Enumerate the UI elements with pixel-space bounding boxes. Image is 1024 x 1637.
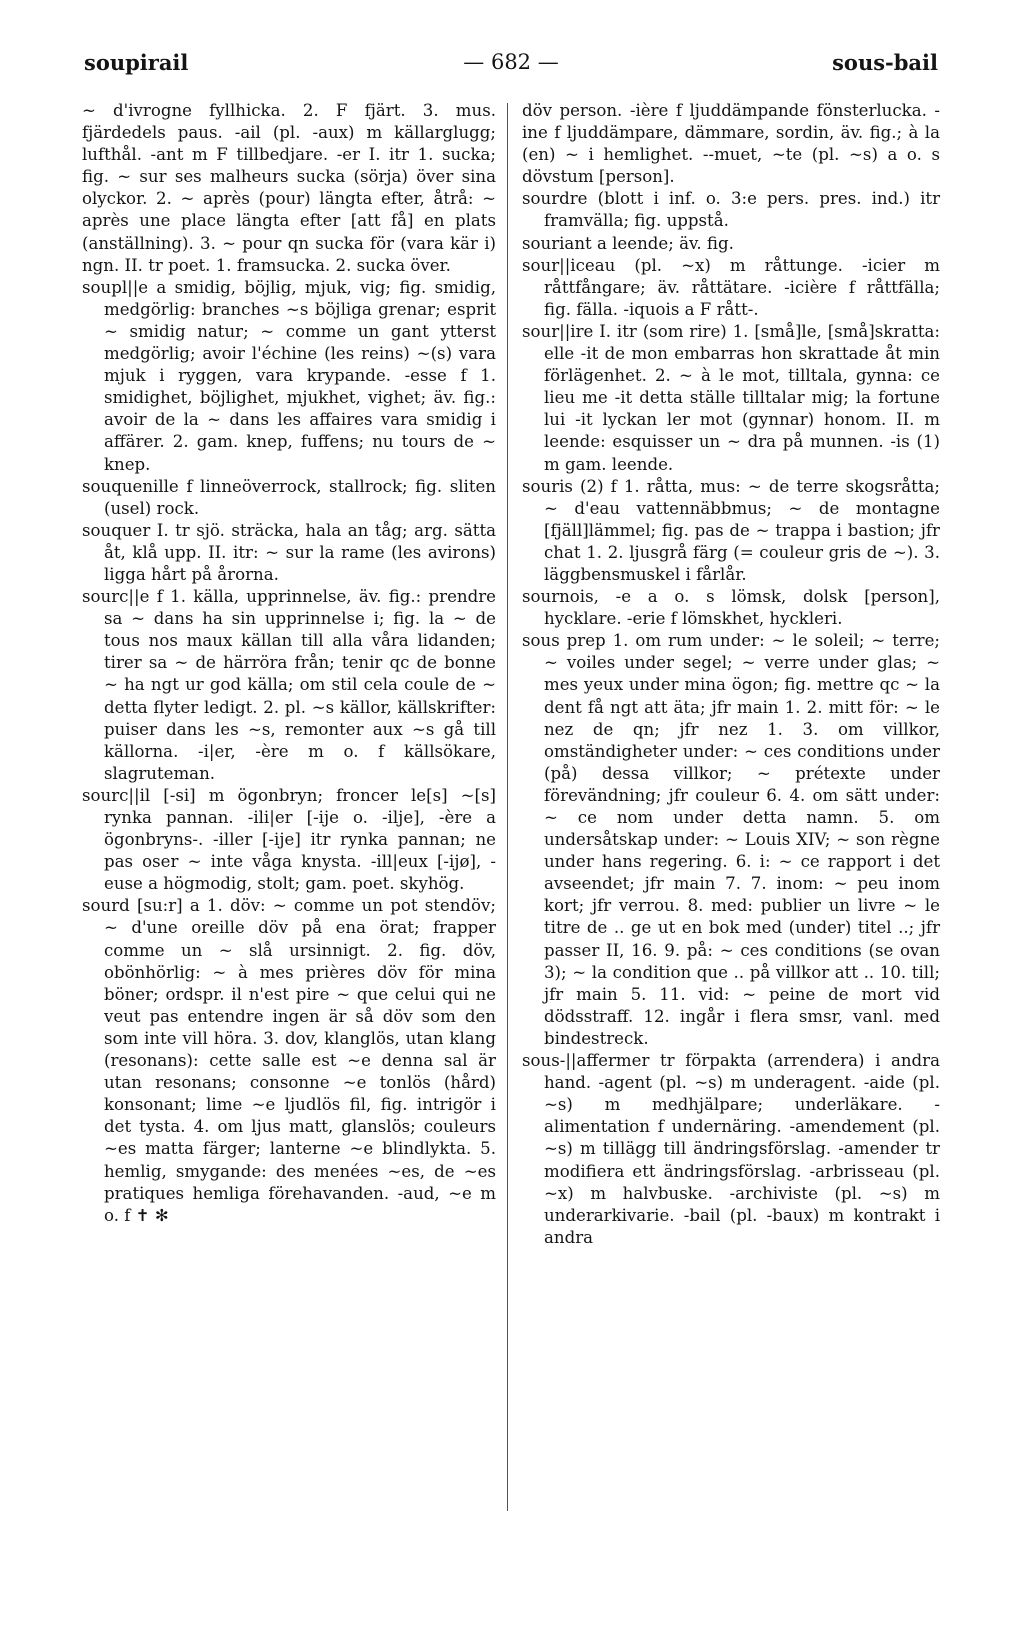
dictionary-entry: souriant a leende; äv. fig. (522, 233, 734, 253)
dictionary-entry: souquenille f linneöverrock, stallrock; fig. sliten (usel) rock. (82, 476, 496, 518)
dictionary-entry: souris (2) f 1. råtta, mus: ~ de terre skogsråtta; ~ d'eau vattennäbbmus; ~ de montagne [fjäll]lämmel; fig. pas de ~ trappa i bastion; jfr chat 1. 2. ljusgrå färg (= couleur gris de ~). 3. läggbensmuskel i fårlår. (522, 476, 940, 584)
dictionary-entry: sous-||affermer tr förpakta (arrendera) i andra hand. -agent (pl. ~s) m underagent. -aide (pl. ~s) m medhjälpare; underläkare. -alimentation f undernäring. -amendement (pl. ~s) m tillägg till ändringsförslag. -amender tr modifiera ett ändringsförslag. -arbrisseau (pl. ~x) m halvbuske. -archiviste (pl. ~s) m underarkivarie. -bail (pl. -baux) m kontrakt i andra (522, 1051, 940, 1247)
left-column (82, 100, 496, 1227)
dictionary-entry: ~ d'ivrogne fyllhicka. 2. F fjärt. 3. mus. fjärdedels paus. -ail (pl. -aux) m källarglugg; lufthål. -ant m F tillbedjare. -er I. itr 1. sucka; fig. ~ sur ses malheurs sucka (sörja) över sina olyckor. 2. ~ après (pour) längta efter, åtrå: ~ après une place längta efter [att få] en plats (anställning). 3. ~ pour qn sucka för (vara kär i) ngn. II. tr poet. 1. framsucka. 2. sucka över. (82, 101, 496, 275)
dictionary-entry: sournois, -e a o. s lömsk, dolsk [person], hycklare. -erie f lömskhet, hyckleri. (522, 587, 940, 629)
dictionary-entry: souquer I. tr sjö. sträcka, hala an tåg; arg. sätta åt, klå upp. II. itr: ~ sur la rame (les avirons) ligga hårt på årorna. (82, 520, 496, 584)
dictionary-entry: sourc||e f 1. källa, upprinnelse, äv. fig.: prendre sa ~ dans ha sin upprinnelse i; fig. la ~ de tous nos maux källan till alla våra lidanden; tirer sa ~ de härröra från; tenir qc de bonne ~ ha ngt ur god källa; om stil cela coule de ~ detta flyter ledigt. 2. pl. ~s källor, källskrifter: puiser dans les ~s, remonter aux ~s gå till källorna. -i|er, -ère m o. f källsökare, slagruteman. (82, 587, 496, 783)
page-header (84, 46, 938, 86)
dictionary-entry: sourc||il [-si] m ögonbryn; froncer le[s] ~[s] rynka pannan. -ili|er [-ije o. -ilje], -ère a ögonbryns-. -iller [-ije] itr rynka pannan; ne pas oser ~ inte våga knysta. -ill|eux [-ijø], -euse a högmodig, stolt; gam. poet. skyhög. (82, 785, 496, 894)
dictionary-entry: döv person. -ière f ljuddämpande fönsterlucka. -ine f ljuddämpare, dämmare, sordin, äv. fig.; à la (en) ~ i hemlighet. --muet, ~te (pl. ~s) a o. s dövstum [person]. (522, 101, 940, 187)
column-divider (507, 103, 508, 1511)
dictionary-entry: soupl||e a smidig, böjlig, mjuk, vig; fig. smidig, medgörlig: branches ~s böjliga grenar; esprit ~ smidig natur; ~ comme un gant ytterst medgörlig; avoir l'échine (les reins) ~(s) vara mjuk i ryggen, vara krypande. -esse f 1. smidighet, böjlighet, mjukhet, vighet; äv. fig.: avoir de la ~ dans les affaires vara smidig i affärer. 2. gam. knep, fuffens; nu tours de ~ knep. (82, 277, 496, 474)
right-column (522, 100, 940, 1249)
dictionary-entry: sous prep 1. om rum under: ~ le soleil; ~ terre; ~ voiles under segel; ~ verre under glas; ~ mes yeux under mina ögon; fig. mettre qc ~ la dent få ngt att äta; jfr main 1. 2. mitt för: ~ le nez de qn; jfr nez 1. 3. om villkor, omständigheter under: ~ ces conditions under (på) dessa villkor; ~ prétexte under förevändning; jfr couleur 6. 4. om sätt under: ~ ce nom under detta namn. 5. om undersåtskap under: ~ Louis XIV; ~ son règne under hans regering. 6. i: ~ ce rapport i det avseendet; jfr main 7. 7. inom: ~ peu inom kort; jfr verrou. 8. med: publier un livre ~ le titre de .. ge ut en bok med (under) titel ..; jfr passer II, 16. 9. på: ~ ces conditions (se ovan 3); ~ la condition que .. på villkor att .. 10. till; jfr main 5. 11. vid: ~ peine de mort vid dödsstraff. 12. ingår i flera smsr, vanl. med bindestreck. (522, 631, 940, 1048)
left-guide-word: soupirail (84, 50, 189, 75)
page-number: — 682 — (463, 50, 559, 74)
dictionary-entry: sour||iceau (pl. ~x) m råttunge. -icier m råttfångare; äv. råttätare. -icière f råttfälla; fig. fälla. -iquois a F rått-. (522, 255, 940, 319)
dictionary-entry: sourd [su:r] a 1. döv: ~ comme un pot stendöv; ~ d'une oreille döv på ena örat; frapper comme un ~ slå ursinnigt. 2. fig. döv, obönhörlig: ~ à mes prières döv för mina böner; ordspr. il n'est pire ~ que celui qui ne veut pas entendre ingen är så döv som den som inte vill höra. 3. dov, klanglös, utan klang (resonans): cette salle est ~e denna sal är utan resonans; consonne ~e tonlös (hård) konsonant; lime ~e ljudlös fil, fig. intrigör i det tysta. 4. om ljus matt, glanslös; couleurs ~es matta färger; lanterne ~e blindlykta. 5. hemlig, smygande: des menées ~es, de ~es pratiques hemliga förehavanden. -aud, ~e m o. f ✝ ✻ (82, 896, 496, 1225)
right-guide-word: sous-bail (832, 50, 938, 75)
dictionary-entry: sour||ire I. itr (som rire) 1. [små]le, [små]skratta: elle -it de mon embarras hon skrattade åt min förlägenhet. 2. ~ à le mot, tilltala, gynna: ce lieu me -it detta ställe tilltalar mig; la fortune lui -it lyckan ler mot (gynnar) honom. II. m leende: esquisser un ~ dra på munnen. -is (1) m gam. leende. (522, 321, 940, 474)
dictionary-entry: sourdre (blott i inf. o. 3:e pers. pres. ind.) itr framvälla; fig. uppstå. (522, 189, 940, 231)
